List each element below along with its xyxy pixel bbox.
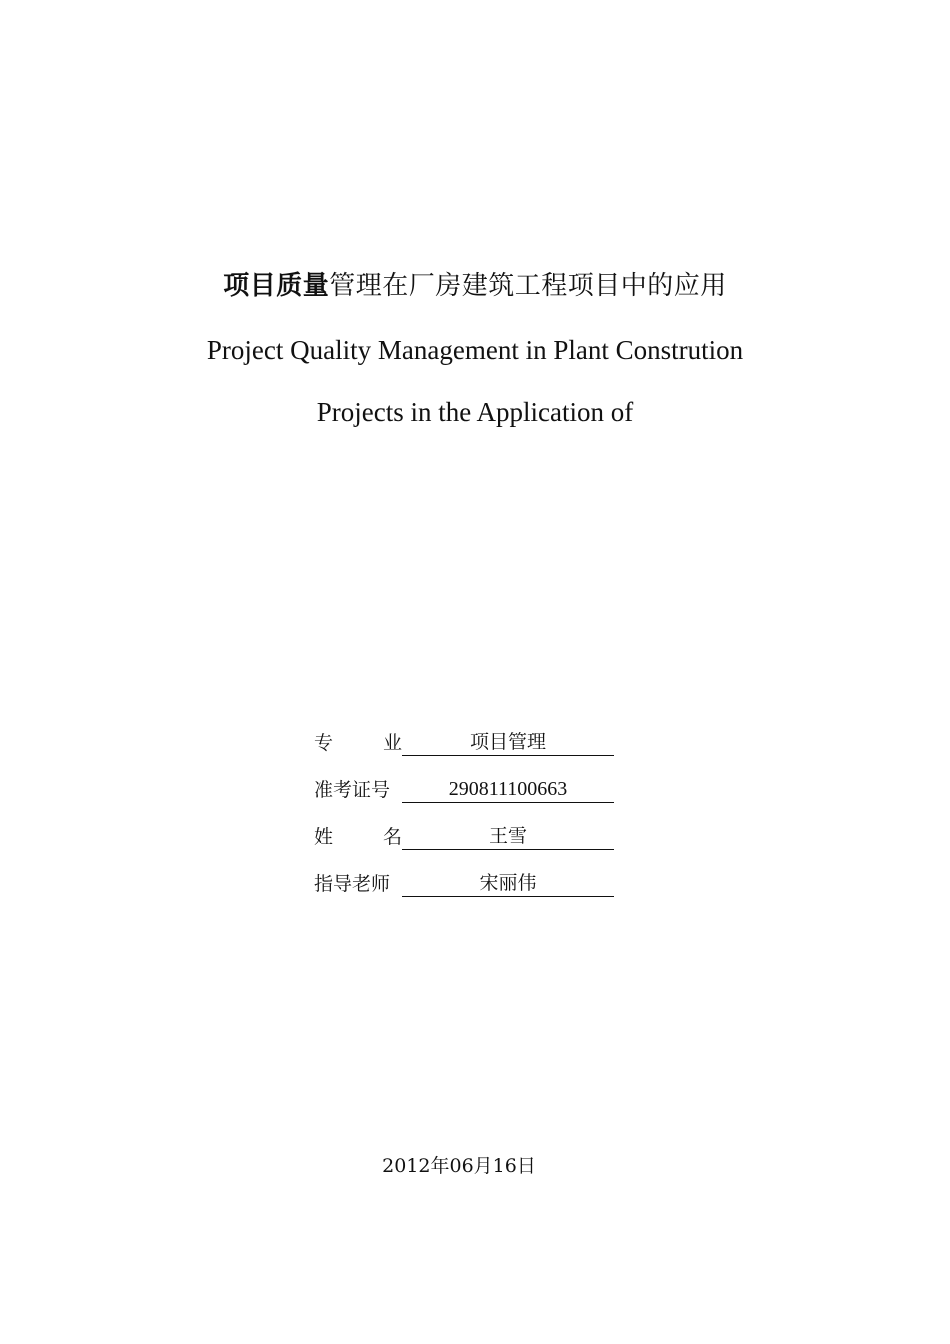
major-label <box>314 730 402 756</box>
name-label <box>314 824 402 850</box>
student-info-block <box>314 724 634 912</box>
chinese-title-bold: 项目质量 <box>223 271 330 301</box>
exam-id-row <box>314 771 634 803</box>
chinese-title <box>0 266 950 306</box>
name-row <box>314 818 634 850</box>
document-date: 2012年06月16日 <box>382 1155 536 1177</box>
major-label-char-1: 专 <box>314 732 334 754</box>
advisor-value: 宋丽伟 <box>402 870 614 897</box>
name-value: 王雪 <box>402 823 614 850</box>
major-row <box>314 724 634 756</box>
major-value: 项目管理 <box>402 729 614 756</box>
name-label-char-2: 名 <box>382 826 402 848</box>
advisor-row <box>314 865 634 897</box>
exam-id-value: 290811100663 <box>402 776 614 803</box>
chinese-title-rest: 管理在厂房建筑工程项目中的应用 <box>329 271 727 301</box>
english-title-line-1: Project Quality Management in Plant Constrution <box>206 335 744 365</box>
major-label-char-2: 业 <box>382 732 402 754</box>
name-label-char-1: 姓 <box>314 826 334 848</box>
english-title-line-2: Projects in the Application of <box>316 397 634 427</box>
advisor-label: 指导老师 <box>314 873 391 895</box>
exam-id-label: 准考证号 <box>314 779 391 801</box>
